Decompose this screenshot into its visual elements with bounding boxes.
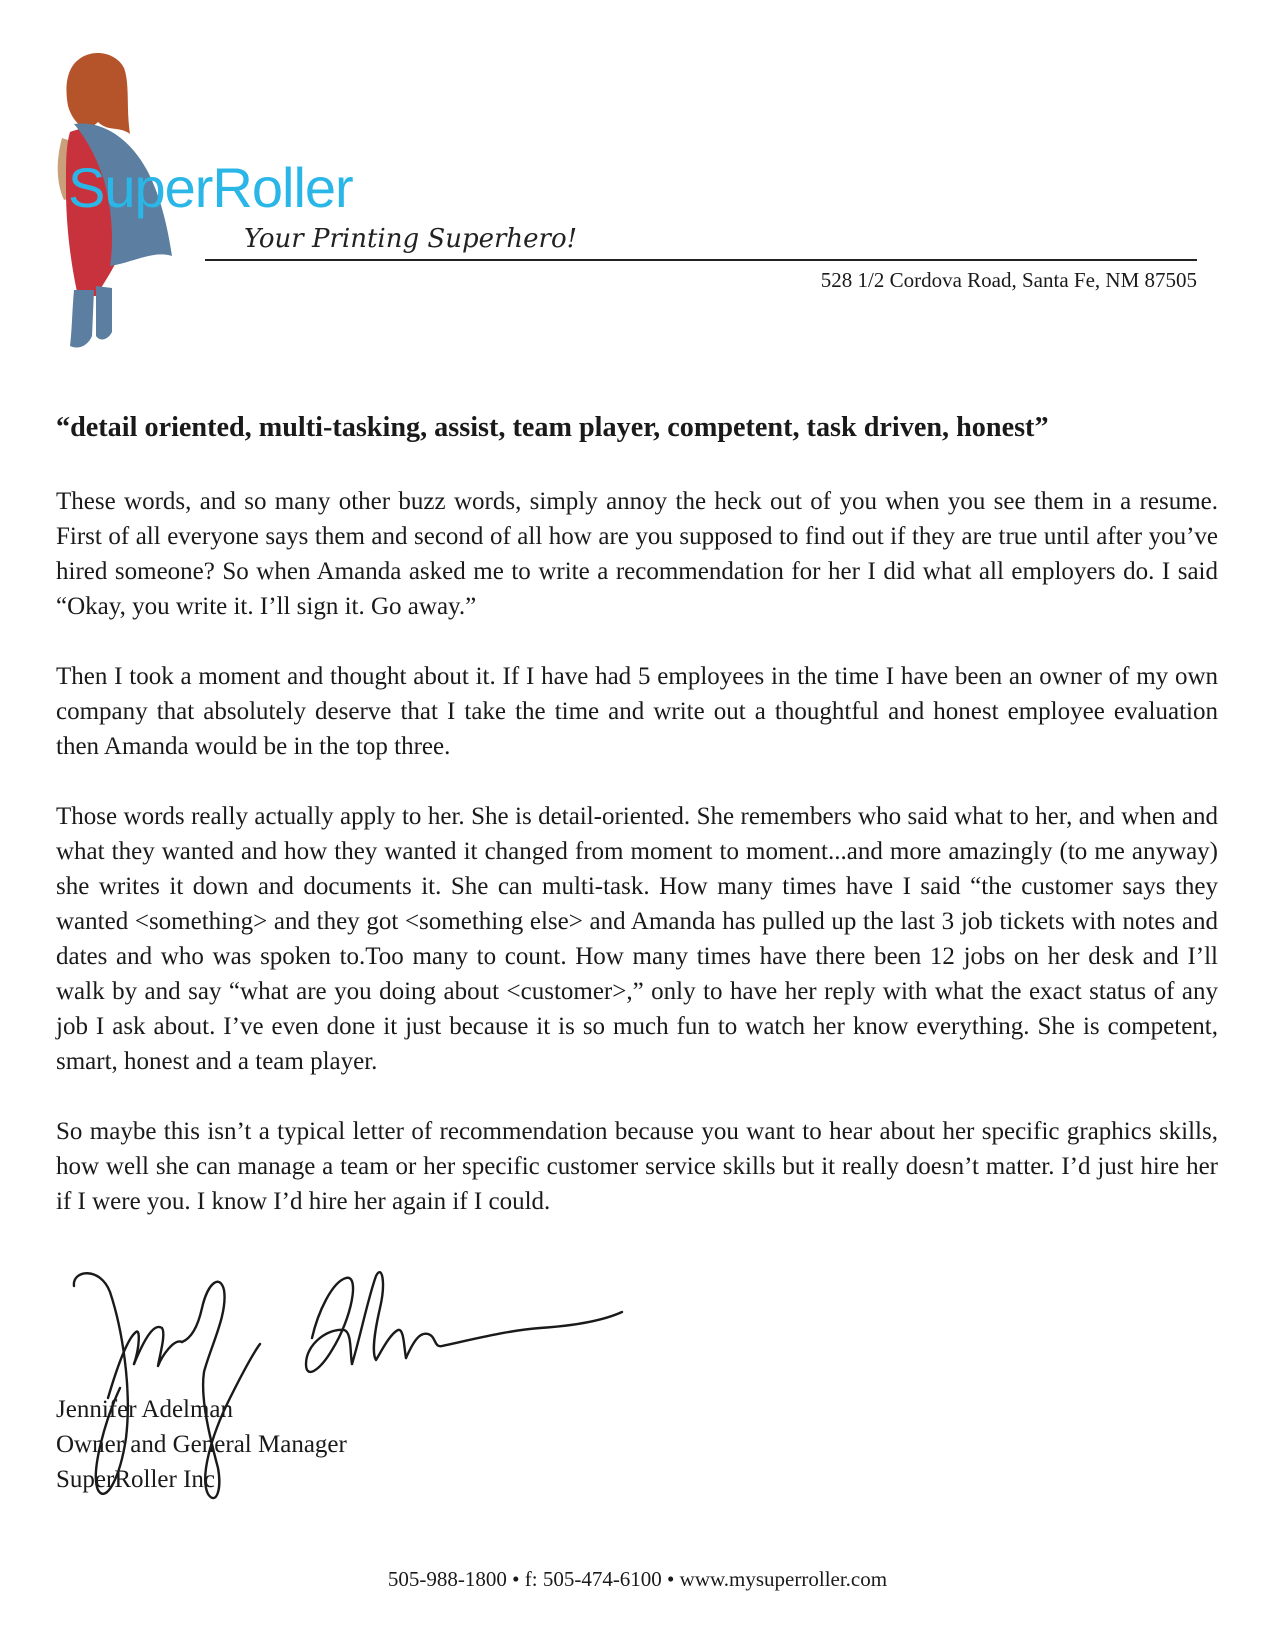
brand-name: SuperRoller [68,156,353,219]
letter-paragraph: Then I took a moment and thought about it. If I have had 5 employees in the time I have been an owner of my own company that absolutely deserve that I take the time and write out a thoughtful and honest employee evaluation then Amanda would be in the top three. [56,663,1218,760]
company-address: 528 1/2 Cordova Road, Santa Fe, NM 87505 [820,268,1197,292]
signature-block [56,1392,347,1497]
header-divider [205,259,1197,261]
letter-paragraph: So maybe this isn’t a typical letter of recommendation because you want to hear about her specific graphics skills, how well she can manage a team or her specific customer service skills but it really doesn’t matter. I’d just hire her if I were you. I know I’d hire her again if I could. [56,1118,1218,1215]
letter-body [56,484,1218,1254]
letter-paragraph: These words, and so many other buzz words, simply annoy the heck out of you when you see them in a resume. First of all everyone says them and second of all how are you supposed to find out if they are true until after you’ve hired someone? So when Amanda asked me to write a recommendation for her I did what all employers do. I said “Okay, you write it. I’ll sign it. Go away.” [56,488,1218,620]
signatory-title: Owner and General Manager [56,1431,347,1458]
signatory-company: SuperRoller Inc [56,1466,215,1493]
letter-paragraph: Those words really actually apply to her. She is detail-oriented. She remembers who said what to her, and when and what they wanted and how they wanted it changed from moment to moment...and more amazingly (to me anyway) she writes it down and documents it. She can multi-task. How many times have I said “the customer says they wanted <something> and they got <something else> and Amanda has pulled up the last 3 job tickets with notes and dates and who was spoken to.Too many to count. How many times have there been 12 jobs on her desk and I’ll walk by and say “what are you doing about <customer>,” only to have her reply with what the exact status of any job I ask about. I’ve even done it just because it is so much fun to watch her know everything. She is competent, smart, honest and a team player. [56,803,1218,1075]
signatory-name: Jennifer Adelman [56,1396,234,1423]
letter-headline: “detail oriented, multi-tasking, assist, team player, competent, task driven, honest” [56,412,1049,443]
brand-tagline: Your Printing Superhero! [244,224,578,254]
footer-contact: 505-988-1800 • f: 505-474-6100 • www.mysuperroller.com [387,1567,888,1591]
